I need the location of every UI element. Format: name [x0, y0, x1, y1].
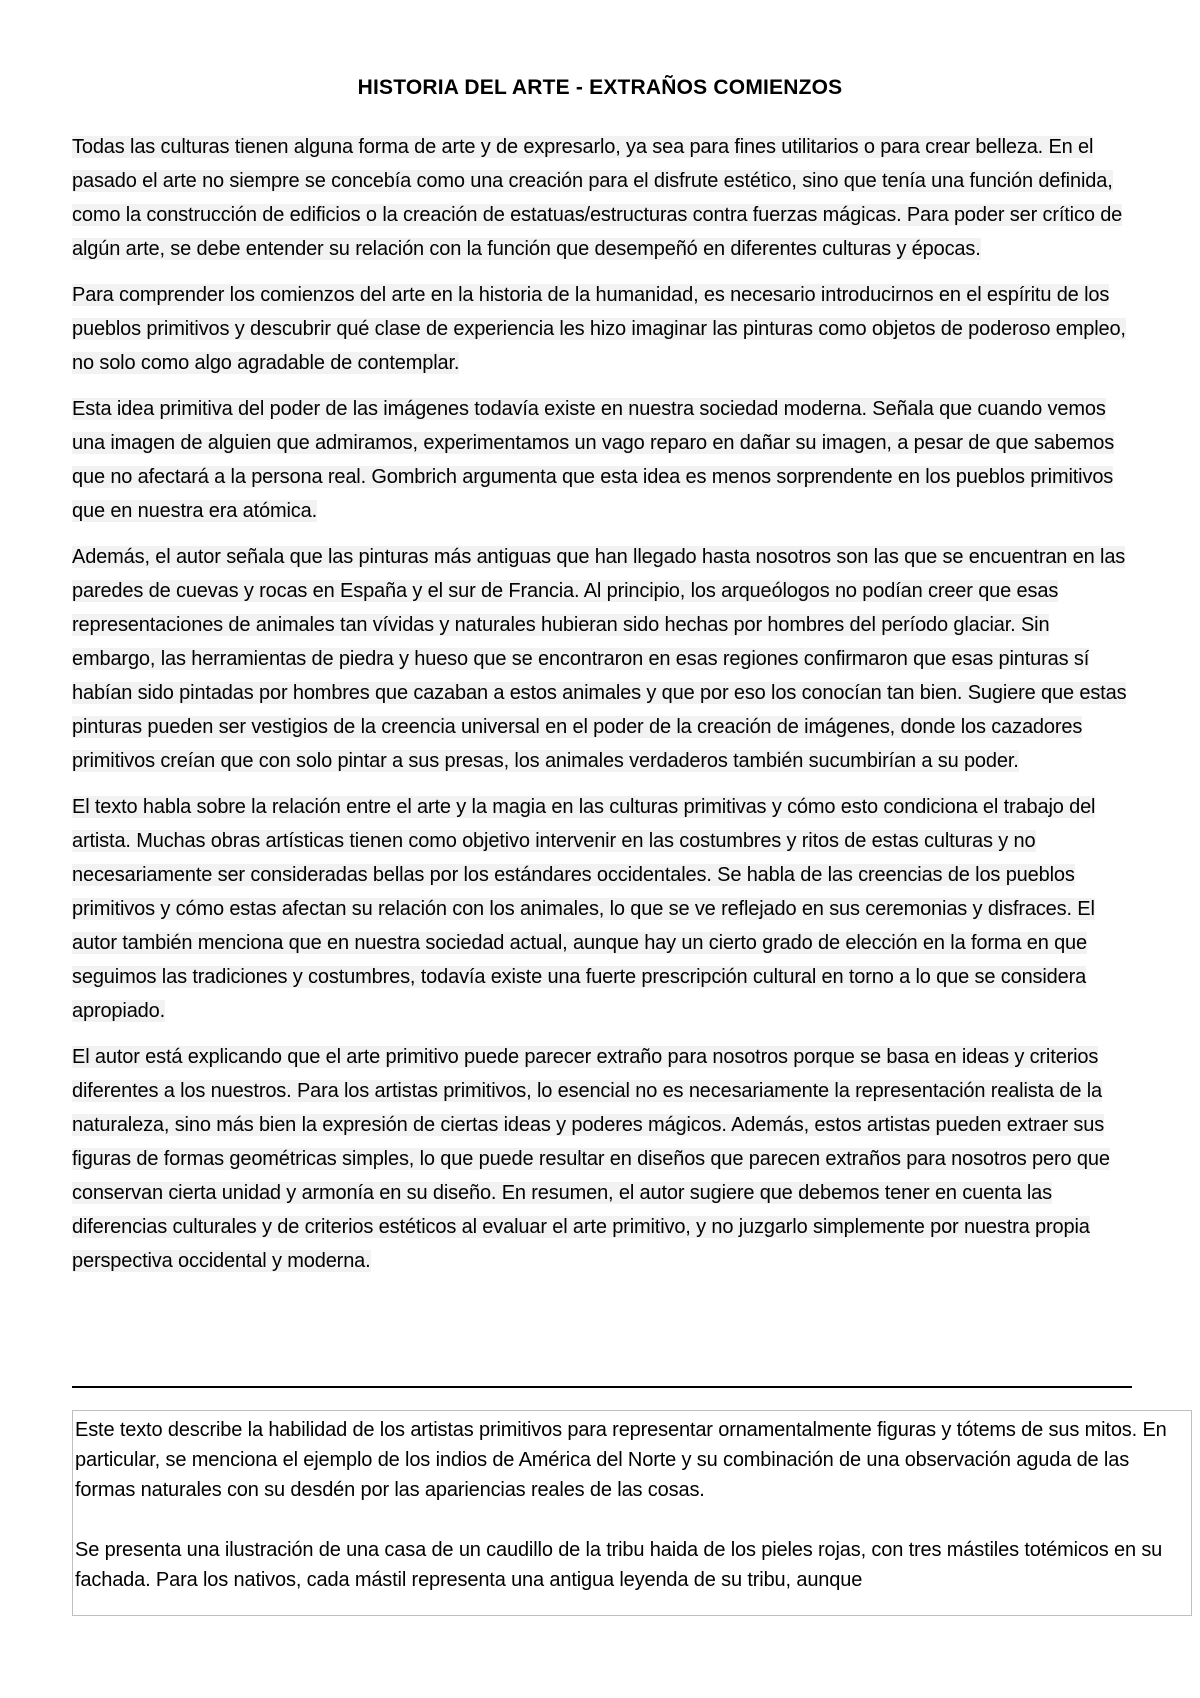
paragraph-text: Esta idea primitiva del poder de las imágenes todavía existe en nuestra sociedad moderna. Señala que cuando vemos una imagen de alguien que admiramos, experimentamos un vago reparo en dañar su imagen, a pesar de que sabemos que no afectará a la persona real. Gombrich argumenta que esta idea es menos sorprendente en los pueblos primitivos que en nuestra era atómica. [72, 398, 1115, 522]
paragraph-text: El texto habla sobre la relación entre el arte y la magia en las culturas primitivas y cómo esto condiciona el trabajo del artista. Muchas obras artísticas tienen como objetivo intervenir en las costumbres y ritos de estas culturas y no necesariamente ser consideradas bellas por los estándares occidentales. Se habla de las creencias de los pueblos primitivos y cómo estas afectan su relación con los animales, lo que se ve reflejado en sus ceremonias y disfraces. El autor también menciona que en nuestra sociedad actual, aunque hay un cierto grado de elección en la forma en que seguimos las tradiciones y costumbres, todavía existe una fuerte prescripción cultural en torno a lo que se considera apropiado. [72, 796, 1096, 1022]
paragraph-4 [72, 540, 1132, 778]
paragraph-text: El autor está explicando que el arte primitivo puede parecer extraño para nosotros porque se basa en ideas y criterios diferentes a los nuestros. Para los artistas primitivos, lo esencial no es necesariamente la representación realista de la naturaleza, sino más bien la expresión de ciertas ideas y poderes mágicos. Además, estos artistas pueden extraer sus figuras de formas geométricas simples, lo que puede resultar en diseños que parecen extraños para nosotros pero que conservan cierta unidad y armonía en su diseño. En resumen, el autor sugiere que debemos tener en cuenta las diferencias culturales y de criterios estéticos al evaluar el arte primitivo, y no juzgarlo simplemente por nuestra propia perspectiva occidental y moderna. [72, 1046, 1110, 1272]
paragraph-2 [72, 278, 1132, 380]
paragraph-text: Para comprender los comienzos del arte en la historia de la humanidad, es necesario introducirnos en el espíritu de los pueblos primitivos y descubrir qué clase de experiencia les hizo imaginar las pinturas como objetos de poderoso empleo, no solo como algo agradable de contemplar. [72, 284, 1126, 374]
paragraph-5 [72, 790, 1132, 1028]
paragraph-text: Todas las culturas tienen alguna forma de arte y de expresarlo, ya sea para fines utilitarios o para crear belleza. En el pasado el arte no siempre se concebía como una creación para el disfrute estético, sino que tenía una función definida, como la construcción de edificios o la creación de estatuas/estructuras contra fuerzas mágicas. Para poder ser crítico de algún arte, se debe entender su relación con la función que desempeñó en diferentes culturas y épocas. [72, 136, 1123, 260]
horizontal-divider [72, 1386, 1132, 1388]
paragraph-1 [72, 130, 1132, 266]
boxed-paragraph-2: Se presenta una ilustración de una casa de un caudillo de la tribu haida de los pieles rojas, con tres mástiles totémicos en su fachada. Para los nativos, cada mástil representa una antigua leyenda de su tribu, aunque [75, 1539, 1163, 1591]
paragraph-6 [72, 1040, 1132, 1278]
document-title: HISTORIA DEL ARTE - EXTRAÑOS COMIENZOS [357, 76, 843, 99]
paragraph-3 [72, 392, 1132, 528]
document-body [72, 130, 1132, 1290]
boxed-paragraph-1: Este texto describe la habilidad de los artistas primitivos para representar ornamentalmente figuras y tótems de sus mitos. En particular, se menciona el ejemplo de los indios de América del Norte y su combinación de una observación aguda de las formas naturales con su desdén por las apariencias reales de las cosas. [75, 1419, 1167, 1501]
bordered-text-box [72, 1410, 1192, 1616]
paragraph-text: Además, el autor señala que las pinturas más antiguas que han llegado hasta nosotros son las que se encuentran en las paredes de cuevas y rocas en España y el sur de Francia. Al principio, los arqueólogos no podían creer que esas representaciones de animales tan vívidas y naturales hubieran sido hechas por hombres del período glaciar. Sin embargo, las herramientas de piedra y hueso que se encontraron en esas regiones confirmaron que esas pinturas sí habían sido pintadas por hombres que cazaban a estos animales y que por eso los conocían tan bien. Sugiere que estas pinturas pueden ser vestigios de la creencia universal en el poder de la creación de imágenes, donde los cazadores primitivos creían que con solo pintar a sus presas, los animales verdaderos también sucumbirían a su poder. [72, 546, 1127, 772]
